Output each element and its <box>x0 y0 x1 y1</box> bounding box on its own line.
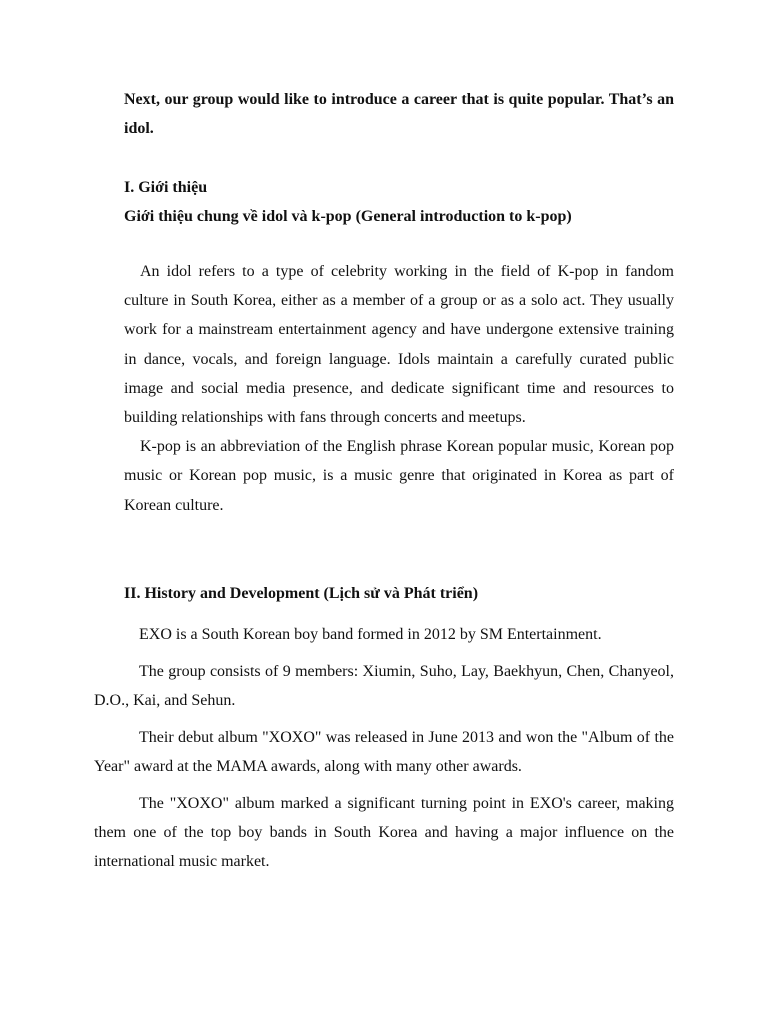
section-2-body <box>94 620 674 884</box>
section-1-subheading: Giới thiệu chung về idol và k-pop (General introduction to k-pop) <box>124 208 572 225</box>
paragraph-exo-formation: EXO is a South Korean boy band formed in 2012 by SM Entertainment. <box>139 626 602 643</box>
section-2-heading: II. History and Development (Lịch sử và Phát triển) <box>124 585 479 602</box>
section-1-heading: I. Giới thiệu <box>124 179 208 196</box>
paragraph-idol-definition: An idol refers to a type of celebrity working in the field of K-pop in fandom culture in South Korea, either as a member of a group or as a solo act. They usually work for a mainstream entertainment agency and have undergone extensive training in dance, vocals, and foreign language. Idols maintain a carefully curated public image and social media presence, and dedicate significant time and resources to building relationships with fans through concerts and meetups. <box>124 263 674 427</box>
paragraph-exo-members: The group consists of 9 members: Xiumin, Suho, Lay, Baekhyun, Chen, Chanyeol, D.O., Kai, and Sehun. <box>94 663 674 709</box>
section-1-body <box>124 257 674 520</box>
intro-paragraph: Next, our group would like to introduce a career that is quite popular. That’s an idol. <box>124 91 674 137</box>
paragraph-kpop-definition: K-pop is an abbreviation of the English phrase Korean popular music, Korean pop music or Korean pop music, is a music genre that originated in Korea as part of Korean culture. <box>124 438 674 514</box>
paragraph-exo-career-turning-point: The "XOXO" album marked a significant turning point in EXO's career, making them one of the top boy bands in South Korea and having a major influence on the international music market. <box>94 795 674 870</box>
paragraph-exo-debut-album: Their debut album "XOXO" was released in June 2013 and won the "Album of the Year" award at the MAMA awards, along with many other awards. <box>94 729 674 775</box>
